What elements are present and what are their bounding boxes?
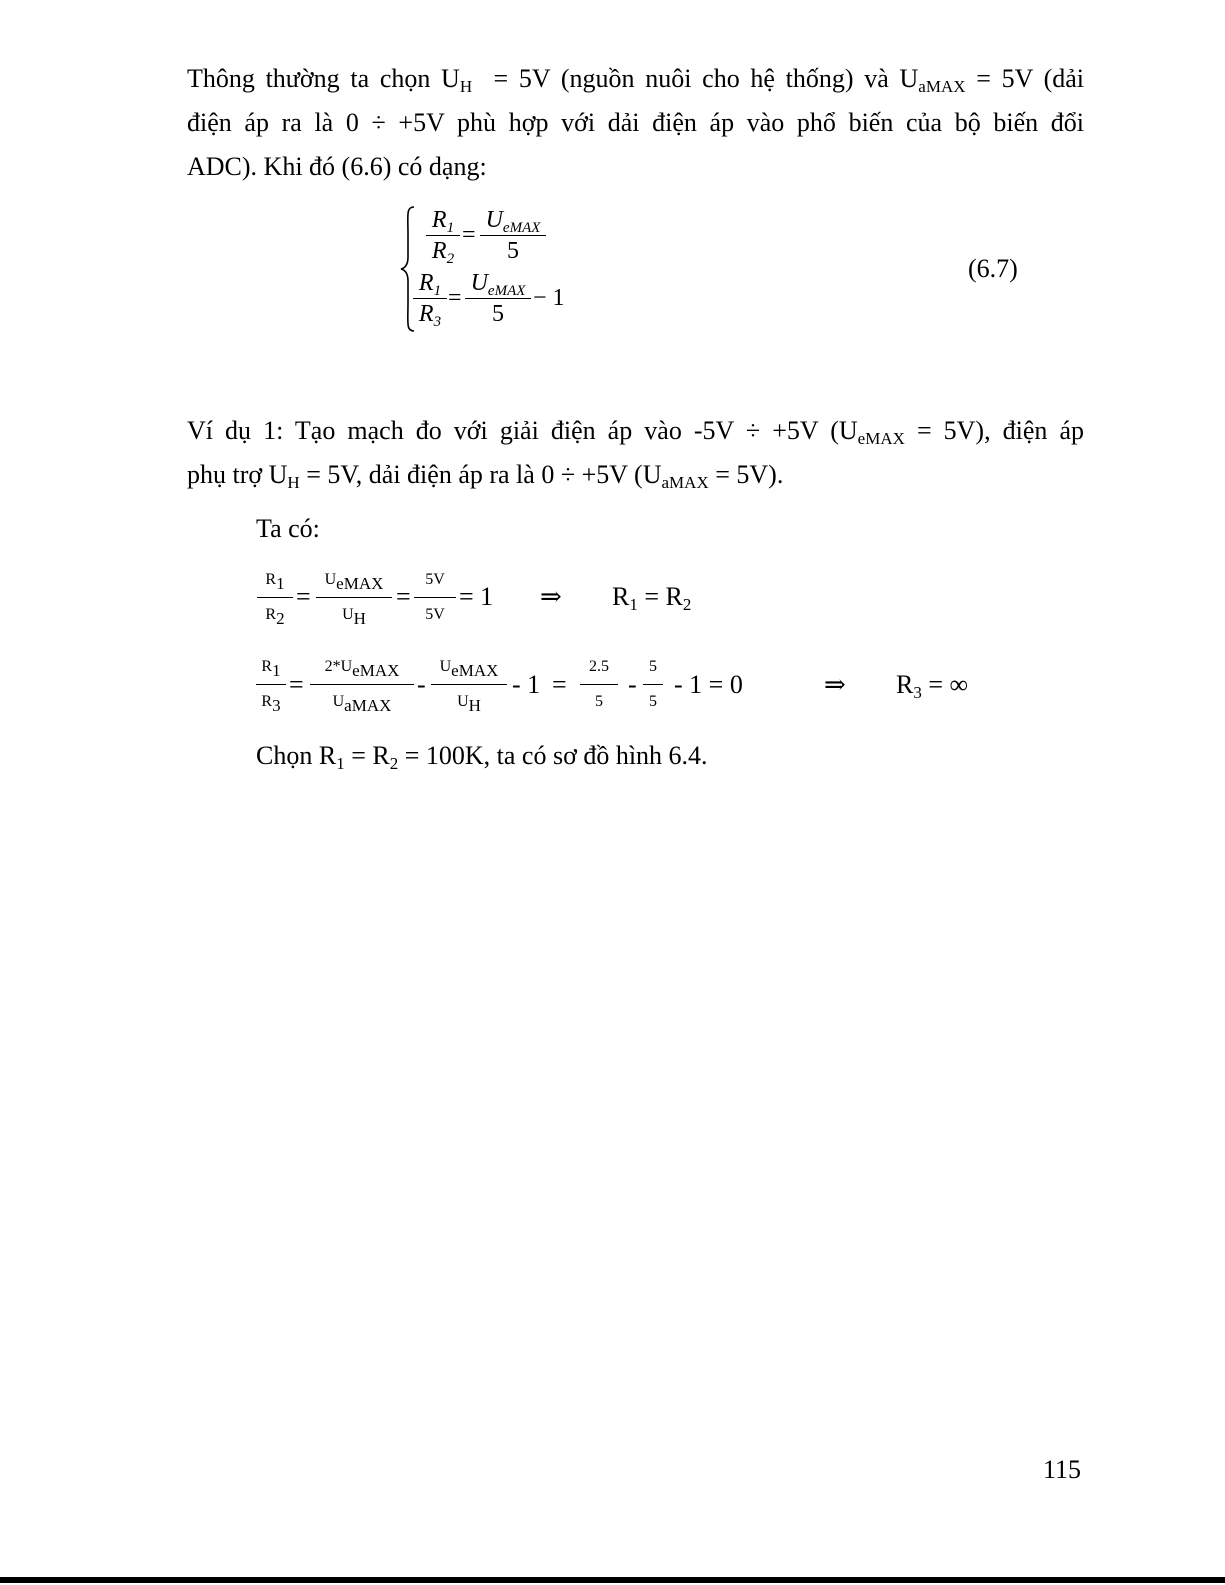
frac-uemax-uh-2: $U_{eMAX}$ $U_H$: [431, 652, 507, 717]
frac-r1-r2-calc: $\frac{R_1}{R_2}$: [257, 565, 293, 630]
example-line-2: phụ trợ $U_H = 5V$, dải điện áp ra là 0 ÷ +5V $(U_{aMAX} = 5V)$.: [187, 460, 784, 492]
frac-r1-r2: $\frac{R_1}{R_2}$: [426, 207, 460, 264]
frac-r1-r3: $\frac{R_1}{R_3}$: [413, 270, 447, 327]
equals-sign: =: [448, 285, 462, 311]
intro-line-1: Thông thường ta chọn $U_H = 5V$ (nguồn nuôi cho hệ thống) và $U_{aMAX} = 5V$ (dải: [187, 64, 1084, 96]
intro-paragraph: [187, 57, 1084, 189]
frac-r1-r3-calc: $\frac{R_1}{R_3}$: [256, 652, 286, 717]
frac-2-5-over-5: $\frac{2.5}{5}$: [580, 652, 618, 717]
implies-arrow-icon: ⇒: [824, 670, 846, 699]
equals-sign: =: [462, 222, 476, 248]
choose-line: Chọn $R_1 = R_2 = 100K$, ta có sơ đồ hình 6.4.: [256, 741, 708, 773]
equals-sign: =: [552, 670, 567, 699]
bottom-edge-bar: [0, 1577, 1225, 1583]
frac-uemax-uh: $U_{eMAX}$ $U_H$: [316, 565, 392, 630]
frac-2uemax-uamax: $2*U_{eMAX}$ $U_{aMAX}$: [310, 652, 414, 717]
example-line-1: Ví dụ 1: Tạo mạch đo với giải điện áp vào -5V ÷ +5V $(U_{eMAX} = 5V)$, điện áp: [187, 416, 1085, 448]
minus-sign: -: [628, 670, 637, 699]
frac-5-over-5: $\frac{5}{5}$: [643, 652, 663, 717]
minus-one: - 1: [512, 670, 541, 699]
frac-5v-5v: $\frac{5V}{5V}$: [414, 565, 456, 630]
intro-line-2: điện áp ra là 0 ÷ +5V phù hợp với dải điện áp vào phổ biến của bộ biến đổi: [187, 108, 1084, 137]
ta-co-label: Ta có:: [256, 514, 320, 543]
minus-one: − 1: [533, 285, 565, 311]
equals-one: = 1: [459, 582, 494, 611]
implies-arrow-icon: ⇒: [540, 582, 562, 611]
minus-one-eq-zero: - 1 = 0: [674, 670, 743, 699]
example-paragraph: [187, 409, 1084, 497]
minus-sign: -: [417, 670, 426, 699]
frac-uemax-5-b: $U_{eMAX}$ 5: [465, 270, 531, 327]
equals-sign: =: [396, 582, 411, 611]
equation-number: (6.7): [968, 254, 1018, 283]
page-number: 115: [1043, 1455, 1082, 1484]
equals-sign: =: [289, 670, 304, 699]
frac-uemax-5-a: $U_{eMAX}$ 5: [480, 207, 546, 264]
equals-sign: =: [296, 582, 311, 611]
result-r3-infinity: $R_3$ = ∞: [896, 670, 969, 702]
intro-line-3: ADC). Khi đó (6.6) có dạng:: [187, 152, 487, 181]
result-r1-eq-r2: $R_1 = R_2$: [612, 582, 692, 614]
